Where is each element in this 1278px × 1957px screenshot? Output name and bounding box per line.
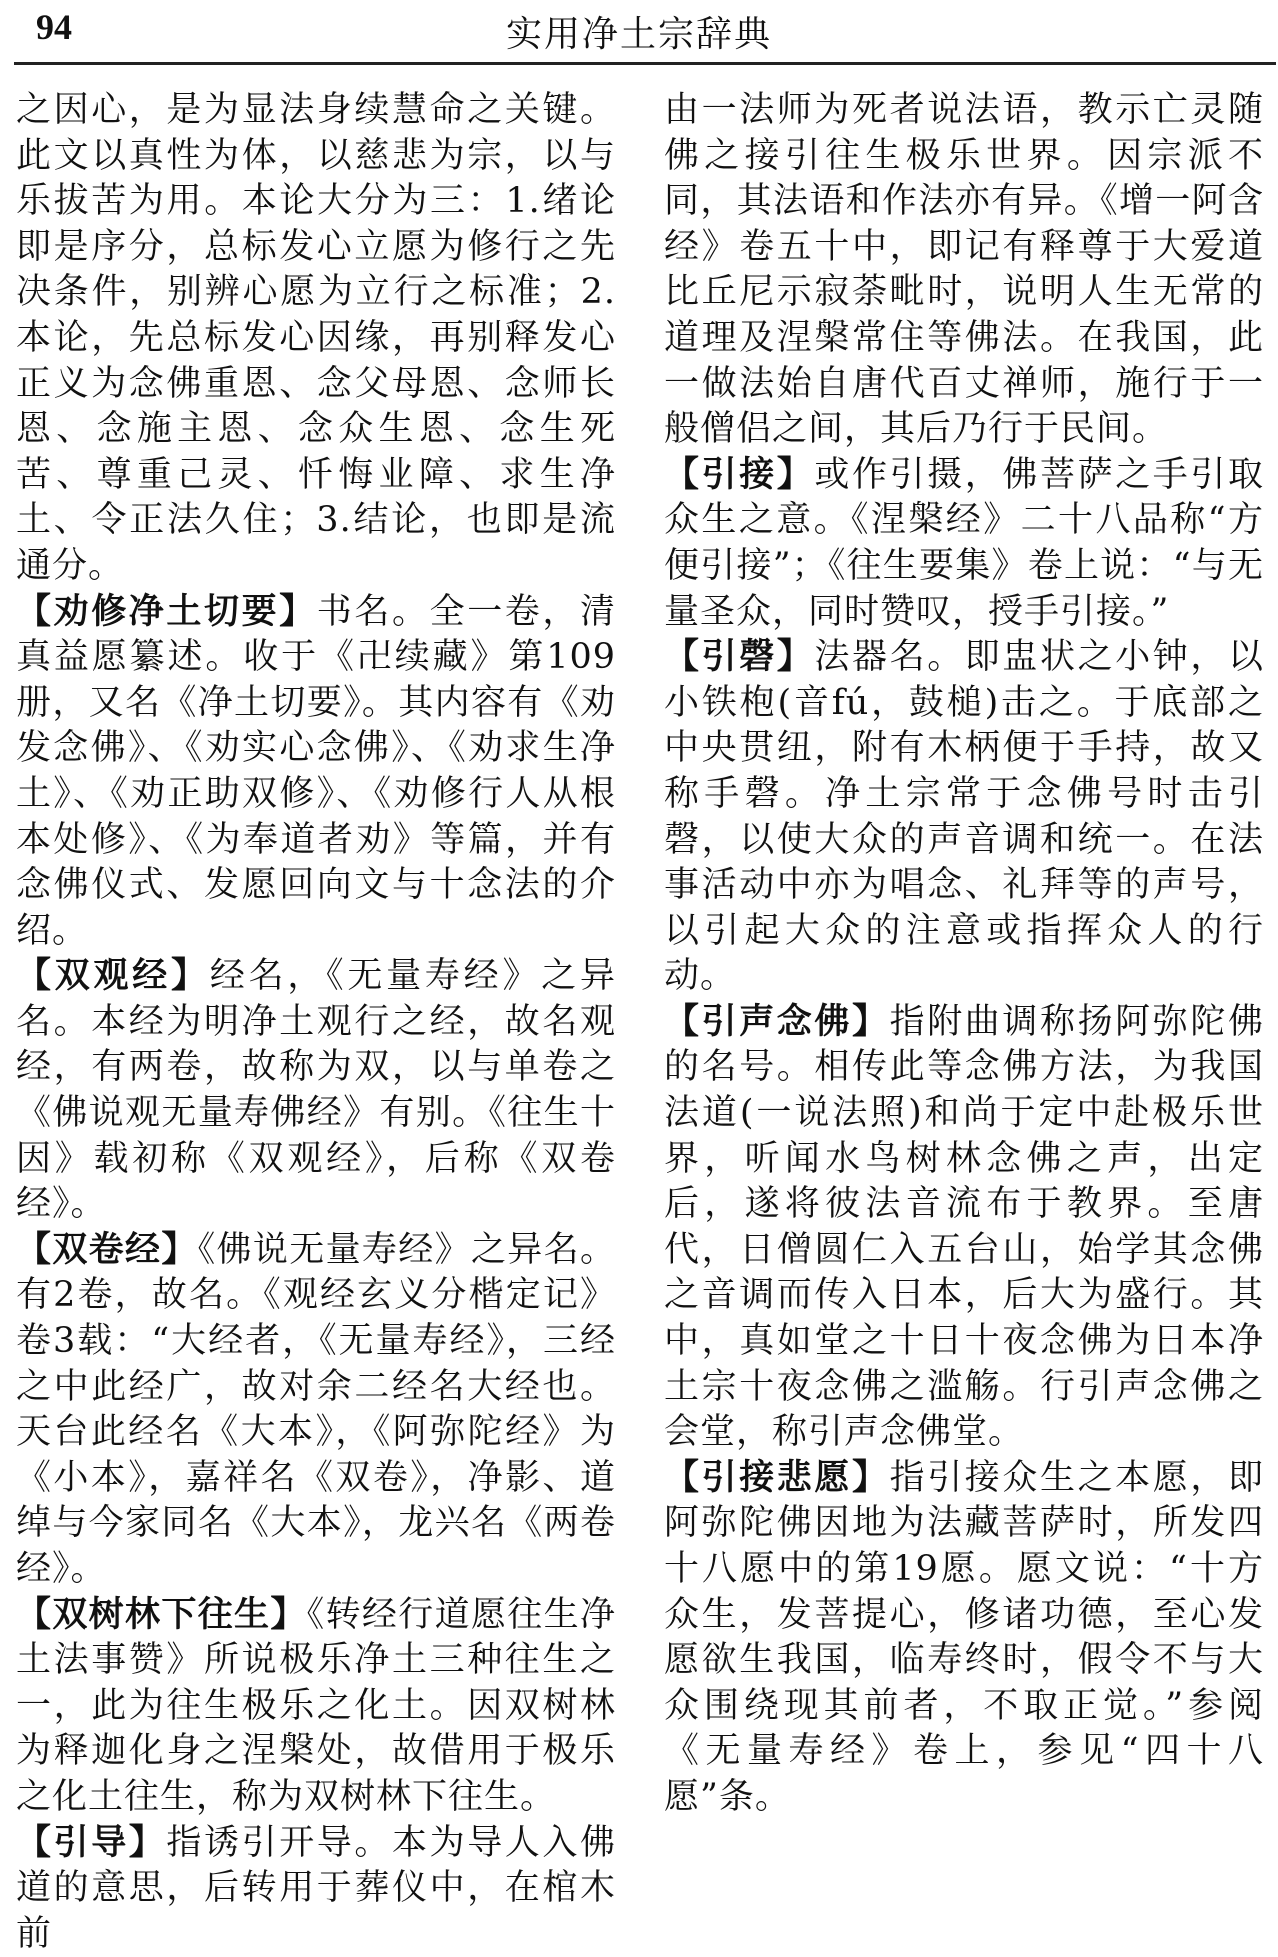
entry-body: 法器名。即盅状之小钟，以小铁枹(音fú，鼓槌)击之。于底部之中央贯纽，附有木柄便于手持，故又称手磬。净土宗常于念佛号时击引磬，以使大众的声音调和统一。在法事活动中亦为唱念、礼拜等的声号，以引起大众的注意或指挥众人的行动。: [664, 637, 1264, 997]
entry-body: 《佛说无量寿经》之异名。有2卷，故名。《观经玄义分楷定记》卷3载：“大经者，《无量寿经》，三经之中此经广，故对余二经名大经也。天台此经名《大本》，《阿弥陀经》为《小本》，嘉祥名《双卷》，净影、道绰与今家同名《大本》，龙兴名《两卷经》。: [16, 1229, 616, 1589]
entry-yinjie: [664, 453, 1264, 635]
entry-headword: 【引声念佛】: [664, 1001, 890, 1042]
entry-yindao-continued: [664, 88, 1264, 453]
entry-continued-text: [16, 88, 616, 590]
entry-yinsheng-nianfo: [664, 1000, 1264, 1456]
page-header: [0, 0, 1278, 60]
entry-body: 经名，《无量寿经》之异名。本经为明净土观行之经，故名观经，有两卷，故称为双，以与单卷之《佛说观无量寿佛经》有别。《往生十因》载初称《双观经》，后称《双卷经》。: [16, 956, 616, 1225]
left-column: [16, 88, 616, 1957]
entry-headword: 【劝修净土切要】: [16, 591, 317, 632]
entry-body: 或作引摄，佛菩萨之手引取众生之意。《涅槃经》二十八品称“方便引接”；《往生要集》卷上说：“与无量圣众，同时赞叹，授手引接。”: [664, 454, 1264, 632]
entry-body: 之因心，是为显法身续慧命之关键。此文以真性为体，以慈悲为宗，以与乐拔苦为用。本论大分为三：1.绪论即是序分，总标发心立愿为修行之先决条件，别辨心愿为立行之标准；2.本论，先总标发心因缘，再别释发心正义为念佛重恩、念父母恩、念师长恩、念施主恩、念众生恩、念生死苦、尊重己灵、忏悔业障、求生净土、令正法久住；3.结论，也即是流通分。: [16, 90, 616, 586]
entry-body: 书名。全一卷，清真益愿纂述。收于《卍续藏》第109册，又名《净土切要》。其内容有《劝发念佛》、《劝实心念佛》、《劝求生净土》、《劝正助双修》、《劝修行人从根本处修》、《为奉道者劝》等篇，并有念佛仪式、发愿回向文与十念法的介绍。: [16, 591, 616, 951]
entry-shuangguan-jing: [16, 954, 616, 1228]
running-title: 实用净土宗辞典: [505, 14, 772, 55]
entry-shuangjuan-jing: [16, 1228, 616, 1593]
right-column: [664, 88, 1264, 1821]
entry-headword: 【双卷经】: [16, 1229, 198, 1270]
entry-yinjie-beiyuan: [664, 1456, 1264, 1821]
entry-body: 指引接众生之本愿，即阿弥陀佛因地为法藏菩萨时，所发四十八愿中的第19愿。愿文说：“十方众生，发菩提心，修诸功德，至心发愿欲生我国，临寿终时，假令不与大众围绕现其前者，不取正觉。”参阅《无量寿经》卷上，参见“四十八愿”条。: [664, 1457, 1264, 1817]
entry-headword: 【双观经】: [16, 956, 210, 997]
entry-body: 指诱引开导。本为导人入佛道的意思，后转用于葬仪中，在棺木前: [16, 1822, 616, 1954]
header-rule: [14, 62, 1276, 65]
entry-headword: 【引接】: [664, 454, 815, 495]
page-number: 94: [36, 7, 72, 47]
entry-headword: 【引导】: [16, 1822, 167, 1863]
entry-headword: 【引磬】: [664, 637, 815, 678]
entry-headword: 【双树林下往生】: [16, 1594, 307, 1635]
entry-headword: 【引接悲愿】: [664, 1457, 890, 1498]
entry-quanxiu-jingtu-qieyao: [16, 590, 616, 955]
entry-body: 《转经行道愿往生净土法事赞》所说极乐净土三种往生之一，此为往生极乐之化土。因双树林为释迦化身之涅槃处，故借用于极乐之化土往生，称为双树林下往生。: [16, 1594, 616, 1817]
entry-body: 指附曲调称扬阿弥陀佛的名号。相传此等念佛方法，为我国法道(一说法照)和尚于定中赴极乐世界，听闻水鸟树林念佛之声，出定后，遂将彼法音流布于教界。至唐代，日僧圆仁入五台山，始学其念佛之音调而传入日本，后大为盛行。其中，真如堂之十日十夜念佛为日本净土宗十夜念佛之滥觞。行引声念佛之会堂，称引声念佛堂。: [664, 1001, 1264, 1453]
entry-shuangshulin-xia-wangsheng: [16, 1593, 616, 1821]
entry-yindao: [16, 1821, 616, 1957]
entry-yinqing: [664, 635, 1264, 1000]
entry-body: 由一法师为死者说法语，教示亡灵随佛之接引往生极乐世界。因宗派不同，其法语和作法亦有异。《增一阿含经》卷五十中，即记有释尊于大爱道比丘尼示寂荼毗时，说明人生无常的道理及涅槃常住等佛法。在我国，此一做法始自唐代百丈禅师，施行于一般僧侣之间，其后乃行于民间。: [664, 90, 1264, 450]
